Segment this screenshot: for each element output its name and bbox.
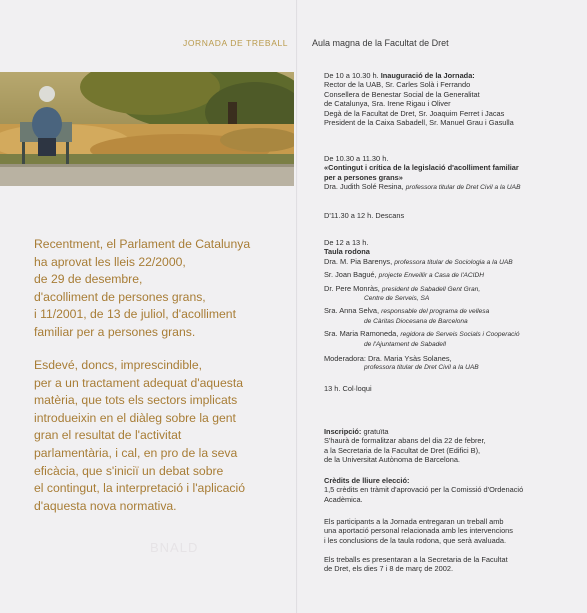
text-line: ha aprovat les lleis 22/2000, <box>34 254 186 269</box>
text-line: matèria, que tots els sectors implicats <box>34 393 238 408</box>
info-line: Els treballs es presentaran a la Secretaria de la Facultat <box>324 555 508 564</box>
text-line: Recentment, el Parlament de Catalunya <box>34 237 251 251</box>
panelist-name: Dr. Pere Monràs, <box>324 283 380 293</box>
talk-title: «Contingut i crítica de la legislació d'acolliment familiar <box>324 163 519 173</box>
intro-paragraph <box>34 236 284 342</box>
inscription-block <box>324 427 574 465</box>
text-line: de 29 de desembre, <box>34 272 143 287</box>
panelist-name: Sra. Anna Selva, <box>324 306 380 316</box>
inscription-label: Inscripció: <box>324 427 362 436</box>
info-line: 1,5 crèdits en tràmit d'aprovació per la Comissió d'Ordenació <box>324 485 524 495</box>
speaker-line: President de la Caixa Sabadell, Sr. Manuel Grau i Gasulla <box>324 118 514 128</box>
info-line: una aportació personal relacionada amb les intervencions <box>324 526 513 536</box>
credits-block <box>324 476 574 504</box>
panelist-role: professora titular de Sociologia a la UAB <box>394 258 513 266</box>
info-line: S'haurà de formalitzar abans del dia 22 de febrer, <box>324 436 486 446</box>
speaker-role: professora titular de Dret Civil a la UAB <box>405 184 521 192</box>
purpose-paragraph <box>34 357 284 515</box>
info-line: de Dret, els dies 7 i 8 de març de 2002. <box>324 564 453 574</box>
panelist-role: president de Sabadell Gent Gran, <box>381 285 481 293</box>
speaker-line: Consellera de Benestar Social de la Generalitat <box>324 89 480 99</box>
session-title: Inauguració de la Jornada: <box>380 71 475 80</box>
info-line: a la Secretaria de la Facultat de Dret (Edifici B), <box>324 445 481 455</box>
speaker-line: de Catalunya, Sra. Irene Rigau i Oliver <box>324 99 451 109</box>
opening-session <box>324 71 574 127</box>
speaker-name: Dra. Judith Solé Resina, <box>324 182 404 192</box>
break-line: D'11.30 a 12 h. Descans <box>324 211 405 220</box>
panelist-name: Dra. M. Pia Barenys, <box>324 256 393 266</box>
info-line: i les conclusions de la taula rodona, que serà avaluada. <box>324 535 507 545</box>
info-line: Acadèmica. <box>324 494 363 504</box>
panelist-role: de Càritas Diocesana de Barcelona <box>364 317 468 325</box>
session-time: De 12 a 13 h. <box>324 238 369 247</box>
speaker-line: Rector de la UAB, Sr. Carles Solà i Ferrando <box>324 80 471 90</box>
text-line: gran el resultat de l'activitat <box>34 428 182 443</box>
venue-title: Aula magna de la Facultat de Dret <box>312 38 449 48</box>
text-line: familiar per a persones grans. <box>34 324 196 339</box>
roundtable-title: Taula rodona <box>324 247 370 257</box>
speaker-line: Degà de la Facultat de Dret, Sr. Joaquim Ferret i Jacas <box>324 108 505 118</box>
text-line: d'aquesta nova normativa. <box>34 498 177 513</box>
roundtable-session <box>324 238 574 373</box>
panelist-role: responsable del programa de vellesa <box>381 308 490 316</box>
moderator-name: Moderadora: Dra. Maria Ysàs Solanes, <box>324 354 452 364</box>
event-type-title: JORNADA DE TREBALL <box>183 38 289 48</box>
text-line: eficàcia, que s'iniciï un debat sobre <box>34 463 224 478</box>
text-line: per a un tractament adequat d'aquesta <box>34 375 243 390</box>
park-photo <box>0 72 294 186</box>
text-line: Esdevé, doncs, imprescindible, <box>34 358 203 372</box>
panelist-role: Centre de Serveis, SA <box>364 295 430 303</box>
inscription-value: gratuïta <box>363 427 389 436</box>
text-line: parlamentària, i cal, en pro de la seva <box>34 445 238 460</box>
panelist-name: Sra. Maria Ramoneda, <box>324 329 399 339</box>
talk-session <box>324 154 574 193</box>
info-line: de la Universitat Autònoma de Barcelona. <box>324 455 460 465</box>
panelist-role: projecte Enveillir a Casa de l'ACIDH <box>378 272 484 280</box>
closing-line: 13 h. Col·loqui <box>324 384 372 393</box>
info-line: Els participants a la Jornada entregaran un treball amb <box>324 517 504 526</box>
faint-watermark: BNALD <box>150 540 199 555</box>
credits-label: Crèdits de lliure elecció: <box>324 476 410 485</box>
participants-block <box>324 517 574 545</box>
panelist-role: de l'Ajuntament de Sabadell <box>364 340 446 348</box>
text-line: introdueixin en el diàleg sobre la gent <box>34 410 236 425</box>
panelist-name: Sr. Joan Bagué, <box>324 270 377 280</box>
text-line: i 11/2001, de 13 de juliol, d'acolliment <box>34 307 236 322</box>
talk-title: per a persones grans» <box>324 172 403 182</box>
page-fold <box>296 0 298 613</box>
session-time: De 10 a 10.30 h. <box>324 71 379 80</box>
text-line: d'acolliment de persones grans, <box>34 289 206 304</box>
session-time: De 10.30 a 11.30 h. <box>324 154 389 163</box>
text-line: el contingut, la interpretació i l'aplicació <box>34 481 245 496</box>
submission-block <box>324 555 574 574</box>
moderator-role: professora titular de Dret Civil a la UAB <box>364 364 479 372</box>
panelist-role: regidora de Serveis Socials i Cooperació <box>400 331 520 339</box>
